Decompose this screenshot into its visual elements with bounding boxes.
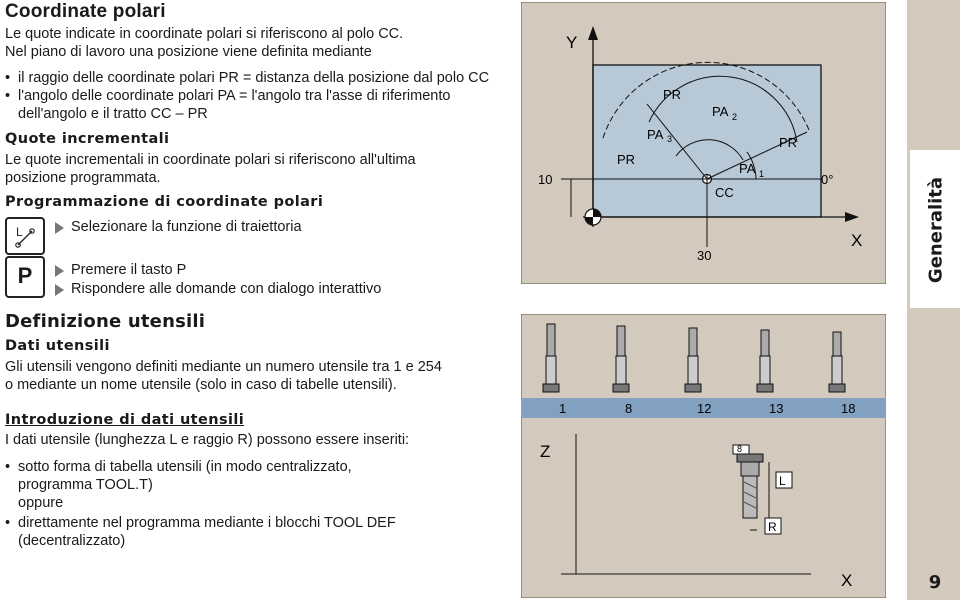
length-label: L bbox=[779, 474, 786, 488]
inc-text-1: Le quote incrementali in coordinate polari si riferiscono all'ultima bbox=[5, 152, 416, 168]
zero-deg-label: 0° bbox=[821, 172, 834, 187]
pa2-sub: 2 bbox=[732, 112, 738, 122]
bullet-direct: • direttamente nel programma mediante i blocchi TOOL DEF bbox=[18, 514, 396, 532]
bullet-angle-cont: dell'angolo e il tratto CC – PR bbox=[18, 106, 208, 122]
tick-10-label: 10 bbox=[538, 172, 553, 187]
intro-data-text: I dati utensile (lunghezza L e raggio R) possono essere inseriti: bbox=[5, 432, 410, 448]
step1-arrow-icon bbox=[55, 221, 64, 239]
radius-label: R bbox=[768, 520, 777, 534]
step3-arrow-icon bbox=[55, 283, 64, 301]
step1-text: Selezionare la funzione di traiettoria bbox=[71, 219, 302, 235]
page-title: Coordinate polari bbox=[5, 1, 166, 22]
intro-line-2: Nel piano di lavoro una posizione viene definita mediante bbox=[5, 44, 372, 60]
lp-key-label: L bbox=[16, 225, 23, 239]
tool-title: Definizione utensili bbox=[5, 311, 206, 332]
tool-number-1: 1 bbox=[559, 401, 567, 416]
cc-label: CC bbox=[715, 185, 734, 200]
pa2-label: PA bbox=[712, 104, 729, 119]
pr-label-top: PR bbox=[663, 87, 682, 102]
y-axis-label: Y bbox=[566, 33, 578, 52]
lp-key-icon bbox=[7, 219, 43, 253]
tool-data-heading: Dati utensili bbox=[5, 338, 110, 354]
pa3-label: PA bbox=[647, 127, 664, 142]
inc-text-2: posizione programmata. bbox=[5, 170, 161, 186]
page-number: 9 bbox=[928, 572, 942, 593]
bullet-angle: • l'angolo delle coordinate polari PA = l'angolo tra l'asse di riferimento bbox=[18, 87, 450, 105]
p-key-label: P bbox=[17, 263, 33, 288]
x-axis-label-2: X bbox=[841, 571, 853, 590]
pa1-sub: 1 bbox=[759, 169, 765, 179]
tool-number-13: 13 bbox=[769, 401, 784, 416]
step3-text: Rispondere alle domande con dialogo interattivo bbox=[71, 281, 382, 297]
step2-text: Premere il tasto P bbox=[71, 262, 187, 278]
lp-key[interactable] bbox=[5, 217, 45, 255]
z-axis-label: Z bbox=[540, 442, 551, 461]
prog-heading: Programmazione di coordinate polari bbox=[5, 194, 324, 210]
pr-label-right: PR bbox=[779, 135, 798, 150]
inc-heading: Quote incrementali bbox=[5, 131, 170, 147]
tool-number-12: 12 bbox=[697, 401, 712, 416]
tool-data-text-2: o mediante un nome utensile (solo in caso di tabelle utensili). bbox=[5, 377, 397, 393]
tool-number-8: 8 bbox=[625, 401, 633, 416]
tick-30-label: 30 bbox=[697, 248, 712, 263]
tools-figure bbox=[521, 314, 886, 598]
step2-arrow-icon bbox=[55, 264, 64, 282]
tool-number-18: 18 bbox=[841, 401, 856, 416]
pr-label-left: PR bbox=[617, 152, 636, 167]
bullet-table-cont: programma TOOL.T) bbox=[18, 477, 153, 493]
polar-figure bbox=[521, 2, 886, 284]
bullet-radius: • il raggio delle coordinate polari PR = distanza della posizione dal polo CC bbox=[18, 69, 489, 87]
tool-data-text-1: Gli utensili vengono definiti mediante un numero utensile tra 1 e 254 bbox=[5, 359, 442, 375]
intro-data-heading: Introduzione di dati utensili bbox=[5, 412, 245, 428]
bullet-table: • sotto forma di tabella utensili (in modo centralizzato, bbox=[18, 458, 352, 476]
section-tab-label: Generalità bbox=[925, 176, 947, 284]
x-axis-label: X bbox=[851, 231, 863, 250]
tool-label-8: 8 bbox=[737, 444, 743, 454]
oppure-text: oppure bbox=[18, 495, 64, 511]
intro-line-1: Le quote indicate in coordinate polari si riferiscono al polo CC. bbox=[5, 26, 404, 42]
pa3-sub: 3 bbox=[667, 134, 673, 144]
origin-icon bbox=[585, 209, 601, 225]
p-key[interactable] bbox=[5, 256, 45, 298]
bullet-direct-cont: (decentralizzato) bbox=[18, 533, 126, 549]
pa1-label: PA bbox=[739, 161, 756, 176]
